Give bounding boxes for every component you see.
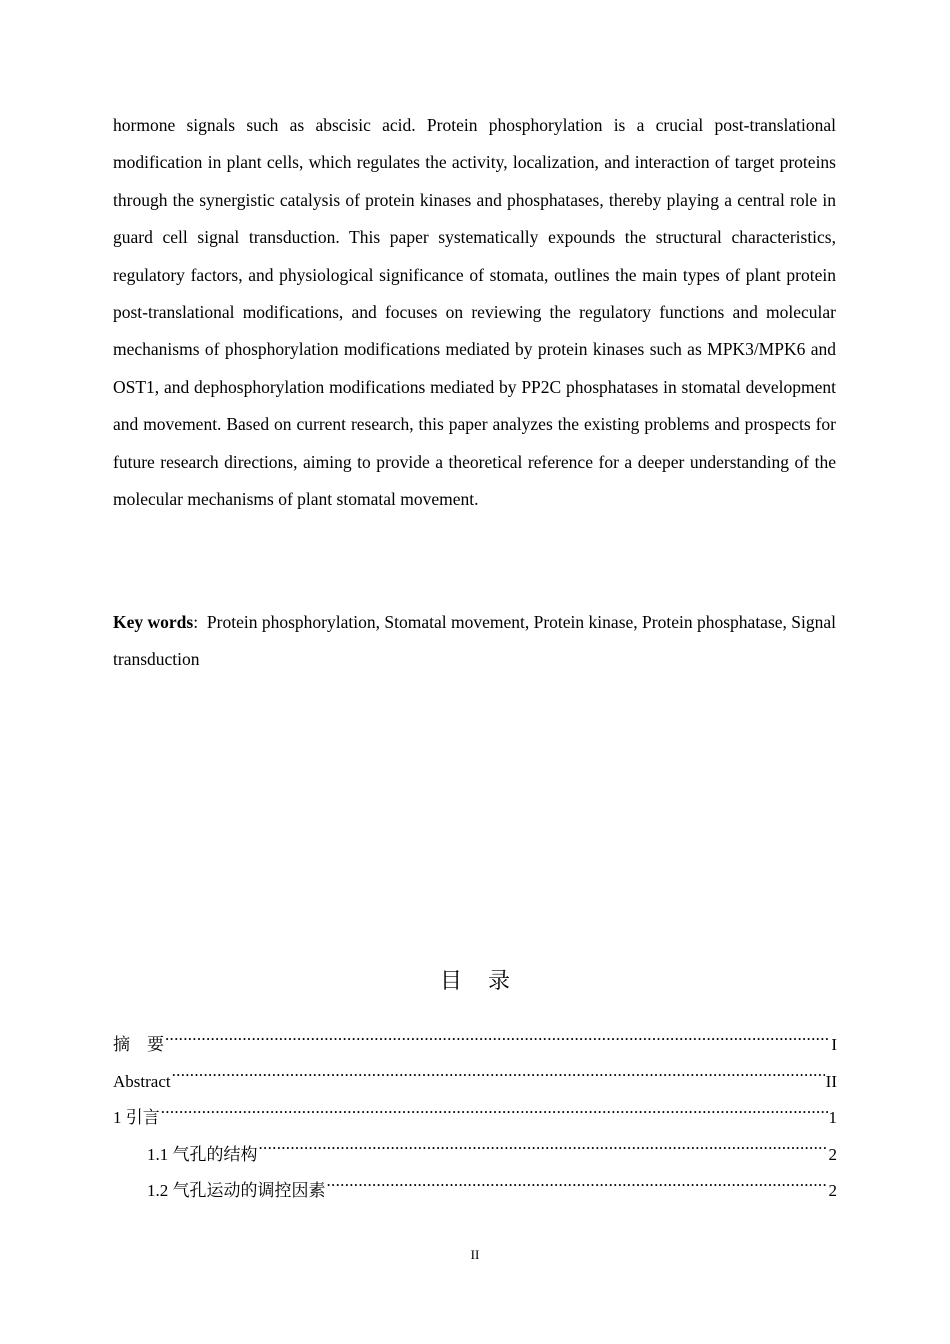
toc-entry-page: 1 [828, 1108, 837, 1127]
toc-title: 目录 [439, 969, 536, 994]
toc-entry-label: 摘 要 [113, 1035, 164, 1054]
toc-entry-page: I [831, 1035, 837, 1054]
toc-entry-abstract-en[interactable] [113, 1064, 837, 1101]
keywords-text: Protein phosphorylation, Stomatal movement, Protein kinase, Protein phosphatase, Signal transduction [113, 612, 837, 669]
toc-entry-label: Abstract [113, 1071, 171, 1091]
toc-dot-leader [172, 1070, 825, 1087]
toc-entry-label: 1 引言 [113, 1108, 160, 1127]
page-number: II [470, 1247, 480, 1262]
table-of-contents [113, 1027, 837, 1210]
toc-entry-label: 1.1 气孔的结构 [147, 1144, 258, 1164]
abstract-paragraph: hormone signals such as abscisic acid. Protein phosphorylation is a crucial post-translational modification in plant cells, which regulates the activity, localization, and interaction of target proteins through the synergistic catalysis of protein kinases and phosphatases, thereby playing a central role in guard cell signal transduction. This paper systematically expounds the structural characteristics, regulatory factors, and physiological significance of stomata, outlines the main types of plant protein post-translational modifications, and focuses on reviewing the regulatory functions and molecular mechanisms of phosphorylation modifications mediated by protein kinases such as MPK3/MPK6 and OST1, and dephosphorylation modifications mediated by PP2C phosphatases in stomatal development and movement. Based on current research, this paper analyzes the existing problems and prospects for future research directions, aiming to provide a theoretical reference for a deeper understanding of the molecular mechanisms of plant stomatal movement. [113, 115, 836, 510]
toc-dot-leader [161, 1106, 828, 1123]
toc-dot-leader [259, 1143, 828, 1160]
toc-entry-abstract-cn[interactable] [113, 1027, 837, 1064]
toc-entry-page: II [825, 1071, 837, 1091]
toc-dot-leader [165, 1033, 830, 1050]
toc-entry-page: 2 [828, 1144, 837, 1164]
toc-entry-label: 1.2 气孔运动的调控因素 [147, 1181, 326, 1200]
toc-entry-page: 2 [828, 1181, 837, 1200]
keywords-separator: : [193, 612, 199, 632]
keywords-label: Key words [113, 612, 194, 632]
toc-dot-leader [327, 1179, 828, 1196]
toc-entry-introduction[interactable] [113, 1100, 837, 1137]
keywords-paragraph [113, 604, 836, 678]
toc-entry-stomata-regulation[interactable] [113, 1173, 837, 1210]
toc-entry-stomata-structure[interactable] [113, 1137, 837, 1174]
